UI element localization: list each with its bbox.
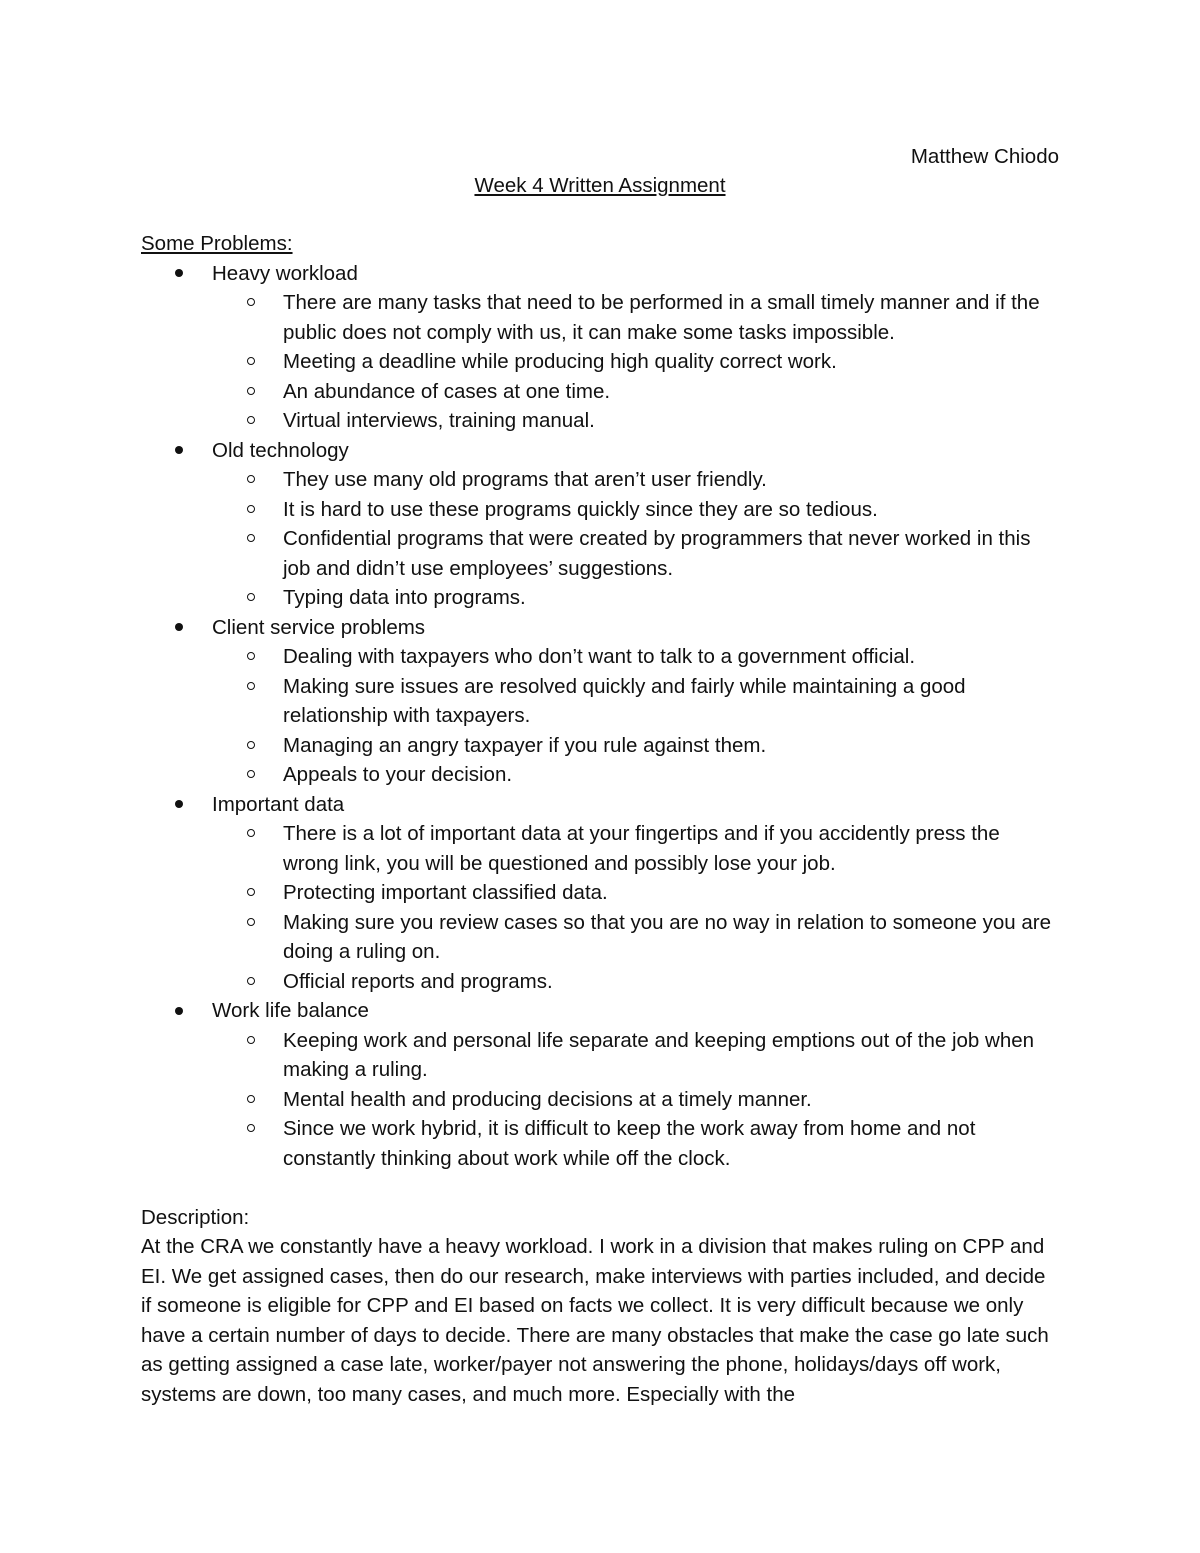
circle-bullet-icon xyxy=(247,505,255,513)
detail-text: An abundance of cases at one time. xyxy=(283,379,611,403)
detail-text: There is a lot of important data at your fingertips and if you accidently press the wrong link, you will be questioned and possibly lose your job. xyxy=(283,822,1000,875)
circle-bullet-icon xyxy=(247,357,255,365)
detail-text: Making sure you review cases so that you are no way in relation to someone you are doing a ruling on. xyxy=(283,910,1052,963)
circle-bullet-icon xyxy=(247,475,255,483)
detail-item xyxy=(212,642,1061,672)
author-name: Matthew Chiodo xyxy=(910,145,1059,168)
circle-bullet-icon xyxy=(247,593,255,601)
detail-item xyxy=(212,908,1061,967)
detail-item xyxy=(212,583,1061,613)
circle-bullet-icon xyxy=(247,416,255,424)
detail-item xyxy=(212,1085,1061,1115)
circle-bullet-icon xyxy=(247,977,255,985)
detail-item xyxy=(212,347,1061,377)
description-heading: Description: xyxy=(141,1205,250,1229)
detail-item xyxy=(212,377,1061,407)
problem-item xyxy=(141,613,1061,790)
detail-item xyxy=(212,465,1061,495)
detail-text: It is hard to use these programs quickly since they are so tedious. xyxy=(283,497,878,521)
problem-label: Heavy workload xyxy=(212,261,358,285)
circle-bullet-icon xyxy=(247,829,255,837)
circle-bullet-icon xyxy=(247,888,255,896)
bullet-icon xyxy=(175,623,183,631)
bullet-icon xyxy=(175,446,183,454)
detail-text: Appeals to your decision. xyxy=(283,763,513,786)
detail-text: Managing an angry taxpayer if you rule against them. xyxy=(283,733,767,757)
problem-label: Important data xyxy=(212,792,345,816)
detail-item xyxy=(212,406,1061,436)
detail-text: Protecting important classified data. xyxy=(283,881,608,904)
detail-list xyxy=(212,819,1061,996)
detail-item xyxy=(212,495,1061,525)
circle-bullet-icon xyxy=(247,1036,255,1044)
detail-text: Confidential programs that were created by programmers that never worked in this job and didn’t use employees’ suggestions. xyxy=(283,527,1031,580)
bullet-icon xyxy=(175,269,183,277)
bullet-icon xyxy=(175,1007,183,1015)
problem-item xyxy=(141,436,1061,613)
circle-bullet-icon xyxy=(247,534,255,542)
problem-item xyxy=(141,790,1061,997)
detail-text: Official reports and programs. xyxy=(283,969,553,993)
section-gap xyxy=(141,1173,1061,1203)
problem-item xyxy=(141,996,1061,1173)
circle-bullet-icon xyxy=(247,918,255,926)
description-paragraph: At the CRA we constantly have a heavy workload. I work in a division that makes ruling on CPP and EI. We get assigned cases, then do our research, make interviews with parties included, and decide if someone is eligible for CPP and EI based on facts we collect. It is very difficult because we only have a certain number of days to decide. There are many obstacles that make the case go late such as getting assigned a case late, worker/payer not answering the phone, holidays/days off work, systems are down, too many cases, and much more. Especially with the xyxy=(141,1235,1049,1406)
document-title: Week 4 Written Assignment xyxy=(474,174,726,197)
detail-item xyxy=(212,288,1061,347)
detail-text: Making sure issues are resolved quickly and fairly while maintaining a good relationship with taxpayers. xyxy=(283,674,966,727)
circle-bullet-icon xyxy=(247,741,255,749)
circle-bullet-icon xyxy=(247,682,255,690)
detail-item xyxy=(212,524,1061,583)
circle-bullet-icon xyxy=(247,770,255,778)
detail-list xyxy=(212,465,1061,613)
detail-item xyxy=(212,731,1061,761)
problem-label: Work life balance xyxy=(212,999,369,1022)
detail-text: Mental health and producing decisions at a timely manner. xyxy=(283,1087,812,1111)
detail-item xyxy=(212,1114,1061,1173)
bullet-icon xyxy=(175,800,183,808)
detail-item xyxy=(212,967,1061,997)
detail-text: They use many old programs that aren’t user friendly. xyxy=(283,468,767,491)
detail-text: Since we work hybrid, it is difficult to keep the work away from home and not constantly thinking about work while off the clock. xyxy=(283,1117,976,1170)
detail-list xyxy=(212,642,1061,790)
problem-label: Old technology xyxy=(212,438,349,462)
detail-text: Keeping work and personal life separate and keeping emptions out of the job when making a ruling. xyxy=(283,1028,1035,1081)
detail-item xyxy=(212,1026,1061,1085)
detail-item xyxy=(212,878,1061,908)
detail-text: There are many tasks that need to be performed in a small timely manner and if the public does not comply with us, it can make some tasks impossible. xyxy=(283,291,1040,344)
detail-text: Meeting a deadline while producing high quality correct work. xyxy=(283,350,837,373)
problems-heading: Some Problems: xyxy=(141,232,293,255)
circle-bullet-icon xyxy=(247,652,255,660)
problems-list xyxy=(141,259,1061,1174)
detail-item xyxy=(212,819,1061,878)
detail-text: Dealing with taxpayers who don’t want to talk to a government official. xyxy=(283,645,916,668)
detail-text: Typing data into programs. xyxy=(283,586,526,609)
problem-item xyxy=(141,259,1061,436)
detail-list xyxy=(212,288,1061,436)
document-body xyxy=(141,229,1061,1409)
circle-bullet-icon xyxy=(247,298,255,306)
circle-bullet-icon xyxy=(247,1124,255,1132)
detail-text: Virtual interviews, training manual. xyxy=(283,409,595,432)
detail-list xyxy=(212,1026,1061,1174)
detail-item xyxy=(212,760,1061,790)
circle-bullet-icon xyxy=(247,1095,255,1103)
problem-label: Client service problems xyxy=(212,615,426,639)
detail-item xyxy=(212,672,1061,731)
circle-bullet-icon xyxy=(247,387,255,395)
